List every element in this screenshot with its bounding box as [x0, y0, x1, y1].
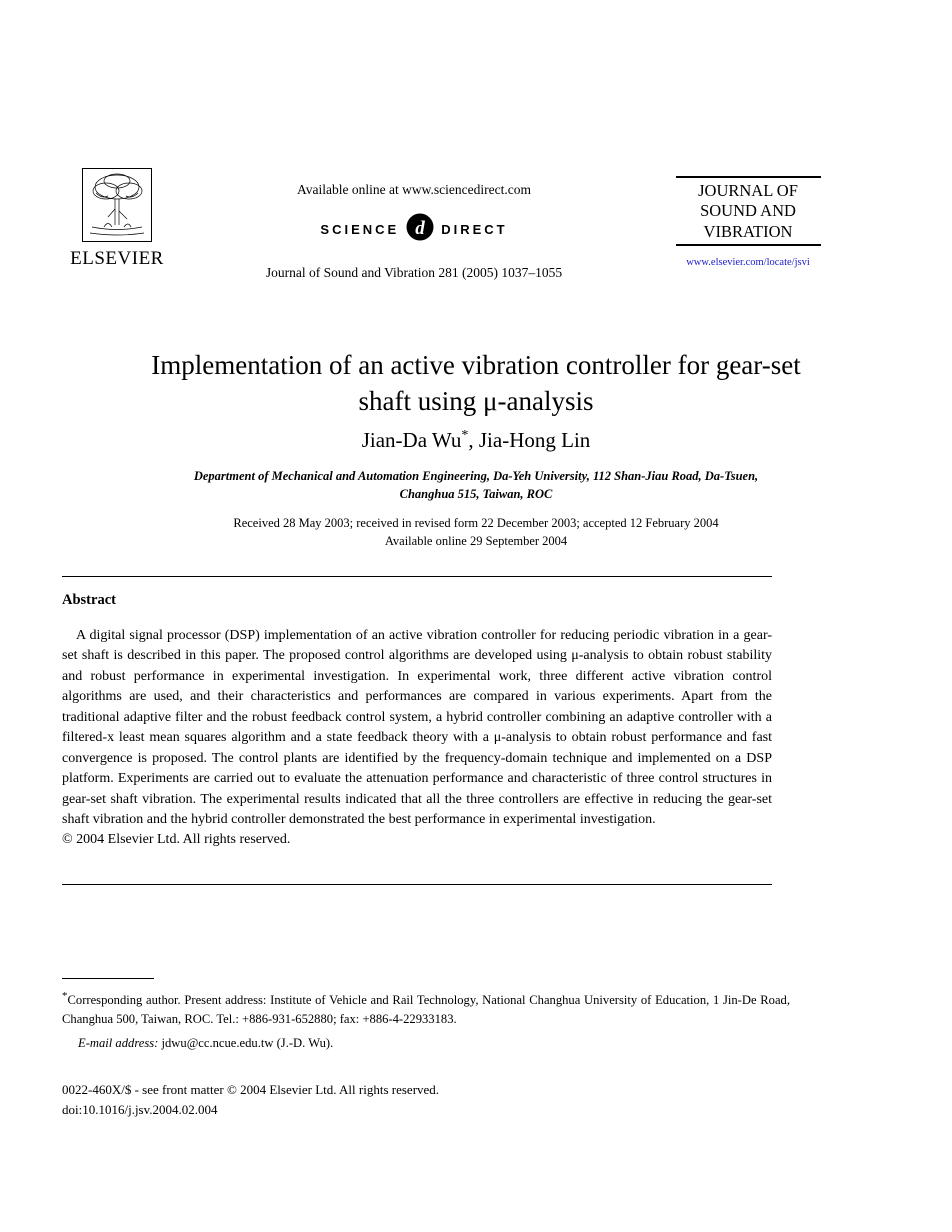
author-first: Jian-Da Wu — [361, 428, 462, 452]
elsevier-tree-icon — [82, 168, 152, 242]
author-footnote-marker[interactable]: * — [461, 428, 469, 443]
issn-line: 0022-460X/$ - see front matter © 2004 Elsevier Ltd. All rights reserved. — [62, 1082, 440, 1097]
sciencedirect-at-icon — [405, 212, 435, 248]
email-value[interactable]: jdwu@cc.ncue.edu.tw (J.-D. Wu). — [161, 1036, 334, 1050]
received-dates: Received 28 May 2003; received in revised form 22 December 2003; accepted 12 February 2004 — [233, 516, 719, 530]
email-note — [62, 1036, 790, 1051]
author-rest: , Jia-Hong Lin — [468, 428, 591, 452]
corresponding-author-note — [62, 988, 790, 1029]
sciencedirect-logo — [214, 211, 614, 239]
abstract-copyright: © 2004 Elsevier Ltd. All rights reserved. — [62, 832, 291, 848]
sciencedirect-logo-left: SCIENCE — [320, 221, 400, 237]
article-history — [62, 514, 890, 550]
journal-name-line1: JOURNAL OF — [698, 181, 798, 200]
abstract-heading: Abstract — [62, 592, 116, 608]
title-line-2: shaft using μ-analysis — [358, 385, 594, 416]
author-list — [62, 428, 890, 453]
corresponding-text: Corresponding author. Present address: Institute of Vehicle and Rail Technology, National Changhua University of Education, 1 Jin-De Road, Changhua 500, Taiwan, ROC. Tel.: +886-931-652880; fax: +886-4-22933183. — [62, 993, 790, 1027]
journal-title-block — [638, 176, 858, 268]
doi-line[interactable]: doi:10.1016/j.jsv.2004.02.004 — [62, 1102, 218, 1118]
available-online-text: Available online at www.sciencedirect.com — [297, 182, 531, 197]
journal-name-line3: VIBRATION — [703, 221, 793, 241]
abstract-paragraph: A digital signal processor (DSP) implementation of an active vibration controller for reducing periodic vibration in a gear-set shaft is described in this paper. The proposed control algorithms are developed using μ-analysis to obtain robust stability and robust performance in experimental investigation. In experimental work, three different active vibration control algorithms are used, and their characteristics and performances are compared in various experiments. Apart from the traditional adaptive filter and the robust feedback control system, a hybrid controller combining an adaptive controller with a filtered-x least mean squares algorithm and a state feedback theory with a μ-analysis to obtain robust performance and fast convergence is proposed. The control plants are identified by the frequency-domain technique and implemented on a DSP platform. Experiments are carried out to evaluate the attenuation performance and characteristic of three control structures in gear-set shaft vibration. The experimental results indicated that all the three controllers are effective in reducing the gear-set shaft vibration and the hybrid controller demonstrated the best performance in experimental investigation. — [62, 628, 772, 827]
abstract-body — [62, 626, 772, 851]
corresponding-marker: * — [62, 990, 68, 1002]
affiliation-line-2: Changhua 515, Taiwan, ROC — [399, 486, 553, 501]
sciencedirect-block — [214, 182, 614, 281]
journal-url-link[interactable]: www.elsevier.com/locate/jsvi — [686, 256, 810, 268]
journal-rule-bottom — [676, 244, 821, 246]
sciencedirect-logo-right: DIRECT — [441, 221, 508, 237]
email-label: E-mail address: — [78, 1036, 159, 1050]
journal-name-line2: SOUND AND — [700, 201, 796, 221]
affiliation-line-1: Department of Mechanical and Automation Engineering, Da-Yeh University, 112 Shan-Jiau Road, Da-Tsuen, — [193, 469, 759, 483]
masthead — [62, 168, 890, 308]
affiliation — [90, 468, 862, 504]
svg-text:d: d — [415, 218, 425, 239]
elsevier-wordmark: ELSEVIER — [70, 248, 164, 269]
elsevier-logo — [62, 168, 172, 270]
imprint-block — [62, 1080, 790, 1120]
abstract-rule-bottom — [62, 884, 772, 885]
title-line-1: Implementation of an active vibration controller for gear-set — [151, 350, 801, 380]
footnote-rule — [62, 978, 154, 979]
page-title — [62, 348, 890, 419]
journal-reference: Journal of Sound and Vibration 281 (2005) 1037–1055 — [265, 265, 563, 280]
available-online-date: Available online 29 September 2004 — [384, 534, 568, 549]
abstract-rule-top — [62, 576, 772, 577]
